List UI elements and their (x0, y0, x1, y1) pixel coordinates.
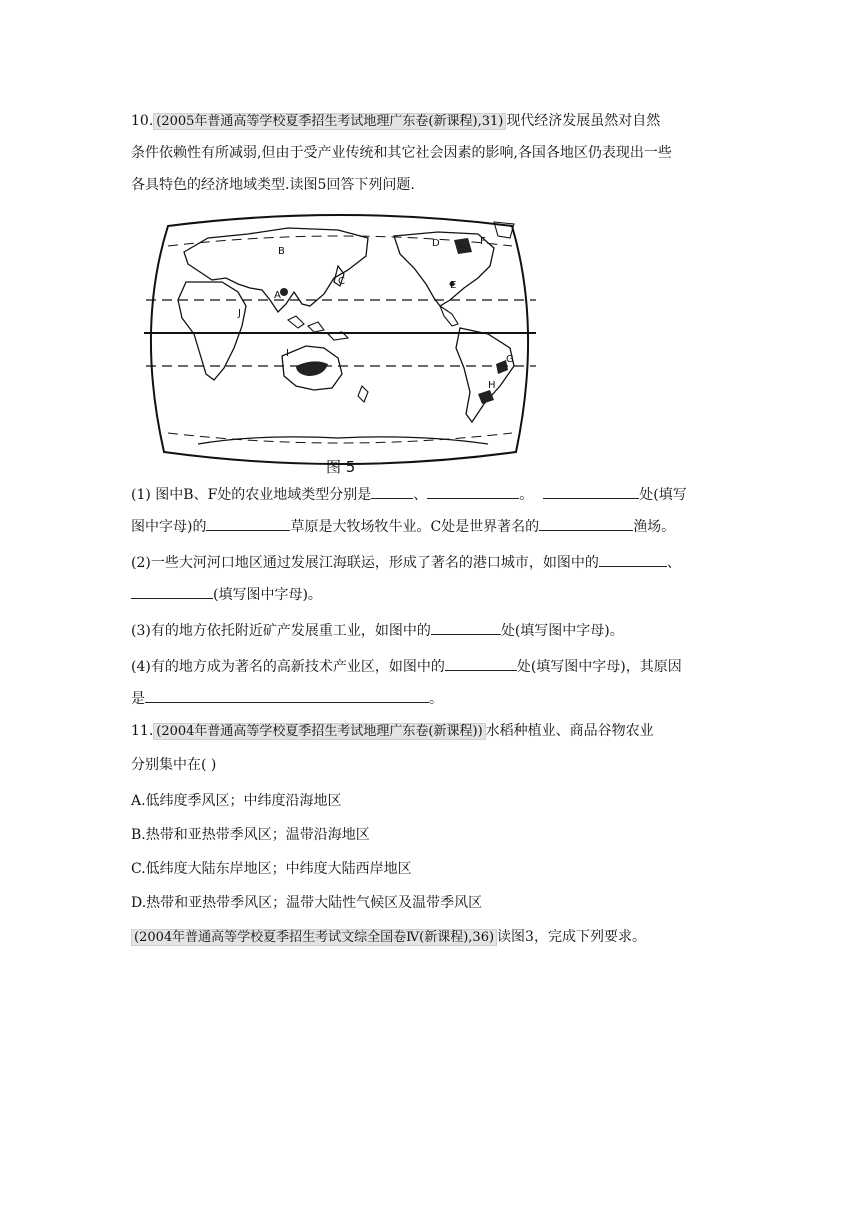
map-label-e: E (450, 280, 457, 291)
sea-islands (288, 316, 348, 340)
us-corn-belt (454, 238, 472, 254)
map-label-g: G (506, 354, 514, 365)
q10-sub1-text-f: 草原是大牧场牧牛业。C处是世界著名的 (290, 519, 540, 535)
marker-a (280, 288, 288, 296)
q11-option-b: B.热带和亚热带季风区；温带沿海地区 (131, 827, 370, 843)
q10-line3: 各具特色的经济地域类型.读图5回答下列问题. (131, 177, 415, 193)
map-label-c: C (338, 276, 345, 287)
q11-option-c: C.低纬度大陆东岸地区；中纬度大陆西岸地区 (131, 861, 412, 877)
q10-sub3-text-b: 处(填写图中字母)。 (500, 623, 624, 639)
world-map (138, 208, 542, 472)
q11-number: 11. (131, 723, 154, 739)
q10-source: (2005年普通高等学校夏季招生考试地理广东卷(新课程),31) (153, 113, 506, 130)
map-label-a: A (274, 290, 281, 301)
q10-line1-tail: 现代经济发展虽然对自然 (506, 113, 661, 129)
q11-source: (2004年普通高等学校夏季招生考试地理广东卷(新课程)) (153, 723, 485, 740)
q10-sub4-text-a: (4)有的地方成为著名的高新技术产业区，如图中的 (131, 659, 445, 675)
q10-sub1-text-b: 、 (413, 487, 428, 503)
q10-sub4-line1 (131, 656, 731, 676)
q10-sub4-line2 (131, 688, 731, 708)
q10-sub4-text-d: 。 (429, 691, 443, 707)
q11-option-d: D.热带和亚热带季风区；温带大陆性气候区及温带季风区 (131, 895, 483, 911)
answer-blank[interactable] (371, 484, 413, 499)
pampas-region (478, 390, 494, 404)
north-america-outline (394, 232, 494, 306)
q10-sub3-text-a: (3)有的地方依托附近矿产发展重工业，如图中的 (131, 623, 431, 639)
answer-blank[interactable] (427, 484, 519, 499)
q11-line1-tail: 水稻种植业、商品谷物农业 (485, 723, 654, 739)
q10-sub1-line2 (131, 516, 731, 536)
q10-sub1-text-c: 。 (519, 487, 534, 503)
q10-sub4-text-c: 是 (131, 691, 145, 707)
map-label-d: D (432, 238, 440, 249)
map-label-i: I (286, 348, 289, 359)
q12-line (131, 928, 731, 947)
map-label-b: B (278, 246, 285, 257)
antarctica-outline (198, 437, 488, 444)
figure-caption: 图 5 (326, 458, 356, 476)
q12-tail: 读图3，完成下列要求。 (497, 929, 646, 945)
q10-sub3 (131, 620, 731, 640)
q11-option-a: A.低纬度季风区；中纬度沿海地区 (131, 793, 342, 809)
answer-blank[interactable] (131, 584, 213, 599)
q10-sub1-line1 (131, 484, 731, 504)
answer-blank[interactable] (539, 516, 633, 531)
newzealand-outline (358, 386, 368, 402)
q10-number: 10. (131, 113, 154, 129)
answer-blank[interactable] (599, 552, 667, 567)
q10-sub2-line1 (131, 552, 731, 572)
q10-sub2-text-a: (2)一些大河河口地区通过发展江海联运，形成了著名的港口城市，如图中的 (131, 555, 599, 571)
q10-sub4-text-b: 处(填写图中字母)，其原因 (516, 659, 682, 675)
world-map-figure (138, 208, 542, 472)
q10-sub1-text-e: 图中字母)的 (131, 519, 207, 535)
map-label-f: F (480, 236, 486, 247)
answer-blank[interactable] (206, 516, 290, 531)
q11-line2: 分别集中在( ) (131, 757, 217, 773)
q10-line1 (131, 112, 731, 131)
answer-blank[interactable] (543, 484, 639, 499)
answer-blank[interactable] (431, 620, 501, 635)
q10-sub1-text-d: 处(填写 (639, 487, 687, 503)
q10-sub1-text-g: 渔场。 (633, 519, 676, 535)
map-label-h: H (488, 380, 496, 391)
q10-sub2-line2 (131, 584, 731, 604)
q12-source: (2004年普通高等学校夏季招生考试文综全国卷Ⅳ(新课程),36) (131, 929, 497, 946)
africa-outline (178, 282, 246, 380)
answer-blank[interactable] (145, 688, 429, 703)
answer-blank[interactable] (445, 656, 517, 671)
map-label-j: J (238, 308, 241, 319)
q10-sub2-text-c: (填写图中字母)。 (213, 587, 322, 603)
q11-line1 (131, 722, 731, 741)
q10-sub1-text-a: (1) 图中B、F处的农业地域类型分别是 (131, 487, 372, 503)
central-america (440, 306, 458, 326)
q10-line2: 条件依赖性有所减弱,但由于受产业传统和其它社会因素的影响,各国各地区仍表现出一些 (131, 145, 672, 161)
australia-wheat-belt (296, 361, 328, 376)
south-america-outline (456, 328, 514, 422)
q10-sub2-text-b: 、 (666, 555, 681, 571)
